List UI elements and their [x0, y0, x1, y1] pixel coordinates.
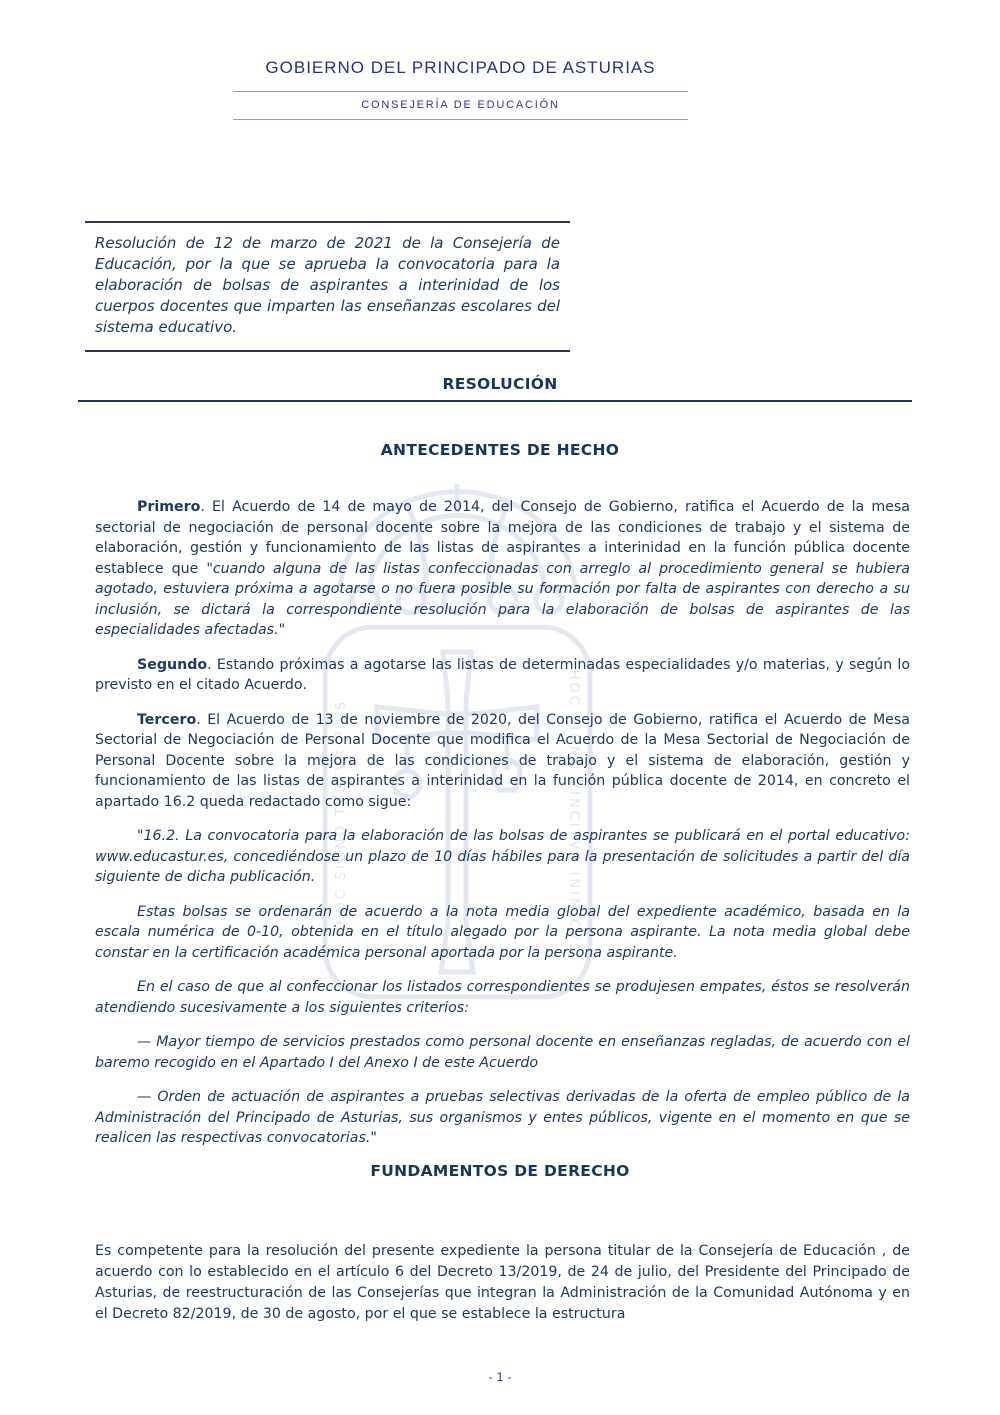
- paragraph-quote-bolsas: Estas bolsas se ordenarán de acuerdo a la nota media global del expediente académico, basada en la escala numérica de 0-10, obtenida en el título alegado por la persona aspirante. La nota media global debe constar en la certificación académica personal aportada por la persona aspirante.: [95, 903, 910, 961]
- watermark-motto-left: HOC SIGNO TVETVR PIVS: [334, 698, 349, 926]
- paragraph-quote-162: "16.2. La convocatoria para la elaboración de las bolsas de aspirantes se publicará en el portal educativo: www.educastur.es, concediéndose un plazo de 10 días hábiles para la presentación de solicitudes a partir del día siguiente de dicha publicación.: [95, 828, 910, 885]
- section-title-fundamentos: FUNDAMENTOS DE DERECHO: [370, 1162, 630, 1180]
- resolution-summary-box: [85, 221, 570, 352]
- paragraph-primero-quote: "cuando alguna de las listas confeccionadas con arreglo al procedimiento general se hubiera agotado, estuviera próxima a agotarse o no fuera posible su formación por falta de aspirantes con derecho a su inclusión, se dictará la correspondiente resolución para la elaboración de bolsas de aspirantes de las especialidades afectadas.": [95, 560, 910, 638]
- paragraph-tercero-lead: Tercero: [137, 711, 197, 728]
- section-title-antecedentes: ANTECEDENTES DE HECHO: [380, 441, 620, 459]
- resolution-summary-text: Resolución de 12 de marzo de 2021 de la Consejería de Educación, por la que se aprueba la convocatoria para la elaboración de bolsas de aspirantes a interinidad de los cuerpos docentes que imparten las enseñanzas escolares del sistema educativo.: [95, 234, 560, 336]
- paragraph-quote-criterio1: — Mayor tiempo de servicios prestados como personal docente en enseñanzas regladas, de acuerdo con el baremo recogido en el Apartado I del Anexo I de este Acuerdo: [95, 1034, 910, 1071]
- department-title: CONSEJERÍA DE EDUCACIÓN: [361, 99, 560, 111]
- paragraph-tercero: [95, 710, 910, 813]
- watermark-motto-right: HOC SIGNO VINCITVR INIMICVS: [566, 669, 581, 955]
- paragraph-segundo-text: . Estando próximas a agotarse las listas de determinadas especialidades y/o materias, y según lo previsto en el citado Acuerdo.: [95, 656, 910, 693]
- letterhead-divider-top: [233, 91, 688, 92]
- letterhead: [233, 58, 688, 120]
- paragraph-tercero-text: . El Acuerdo de 13 de noviembre de 2020, del Consejo de Gobierno, ratifica el Acuerdo de Mesa Sectorial de Negociación de Personal Docente que modifica el Acuerdo de la Mesa Sectorial de Negociación de Personal Docente sobre la mejora de las condiciones de trabajo y el sistema de elaboración, gestión y funcionamiento de las listas de aspirantes a interinidad en la función pública docente de 2014, en concreto el apartado 16.2 queda redactado como sigue:: [95, 711, 910, 810]
- paragraph-segundo-lead: Segundo: [137, 656, 208, 673]
- paragraph-quote-empates: En el caso de que al confeccionar los listados correspondientes se produjesen empates, éstos se resolverán atendiendo sucesivamente a los siguientes criterios:: [95, 979, 910, 1016]
- paragraph-primero-lead: Primero: [137, 499, 201, 515]
- government-title: GOBIERNO DEL PRINCIPADO DE ASTURIAS: [265, 58, 656, 77]
- paragraph-fundamentos: Es competente para la resolución del presente expediente la persona titular de la Consejería de Educación , de acuerdo con lo establecido en el artículo 6 del Decreto 13/2019, de 24 de julio, del Presidente del Principado de Asturias, de reestructuración de las Consejerías que integran la Administración de la Comunidad Autónoma y en el Decreto 82/2019, de 30 de agosto, por el que se establece la estructura: [95, 1243, 910, 1323]
- resolucion-rule: [78, 400, 912, 402]
- section-title-resolucion: RESOLUCIÓN: [442, 375, 558, 393]
- page-number: - 1 -: [488, 1370, 512, 1384]
- paragraph-primero-text: . El Acuerdo de 14 de mayo de 2014, del Consejo de Gobierno, ratifica el Acuerdo de la mesa sectorial de negociación de personal docente sobre la mejora de las condiciones de trabajo y el sistema de elaboración, gestión y funcionamiento de las listas de aspirantes a interinidad en la función pública docente establece que: [95, 499, 910, 577]
- paragraph-primero: [95, 497, 910, 641]
- paragraph-segundo: [95, 655, 910, 696]
- letterhead-divider-bottom: [233, 119, 688, 120]
- antecedentes-body: [95, 497, 910, 1147]
- paragraph-quote-criterio2: — Orden de actuación de aspirantes a pruebas selectivas derivadas de la oferta de empleo público de la Administración del Principado de Asturias, sus organismos y entes públicos, vigente en el momento en que se realicen las respectivas convocatorias.": [95, 1089, 910, 1146]
